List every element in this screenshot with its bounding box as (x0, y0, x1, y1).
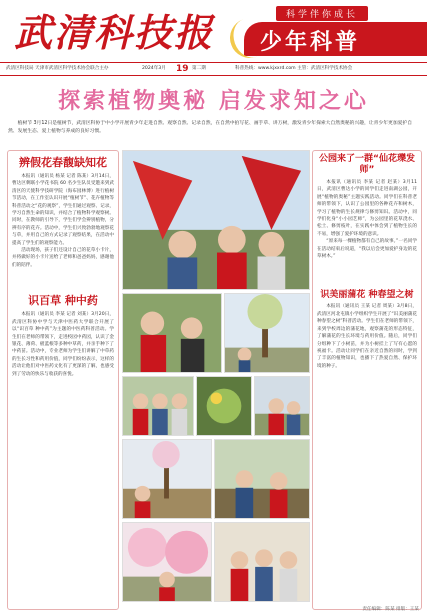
newspaper-title: 武清科技报 (14, 10, 215, 55)
masthead-slogan: 科学伴你成长 (276, 6, 368, 21)
photo-students-class (214, 522, 310, 602)
right-section2-text: 本报讯（通讯员 王某 记者 周某）3月8日，武清区河北屯镇小学组织学生开展了“识美丽蒲花 种春望之树”科普活动。学生们在老师的带领下，来到学校周边的蒲花地，观察蒲花的形态特征，了解蒲花的生长环境与药用价值。随后，同学们分组种下了小树苗，并为小树挂上了写有心愿的祝福卡。活动让同学们在亲近自然的同时，学到了丰富的植物知识，也播下了热爱自然、保护环境的种子。 (317, 304, 417, 369)
right-column (312, 150, 422, 610)
photo-students-gardening (214, 439, 310, 519)
info-bar (0, 62, 427, 76)
left-section2-title: 识百草 种中药 (28, 294, 98, 308)
photo-tree-planting (122, 439, 212, 519)
contact-text: 科普热线：www.kjxxrd.com 主管：武清区科学技术协会 (235, 66, 353, 71)
photo-students-flags (122, 150, 310, 290)
right-section1-text: 本报讯（通讯员 李某 记者 赵某）3月11日，武清区曹达小学的同学们走进南湖公园，开展“植物的奥秘”主题实践活动。同学们在科普老师的带领下，认识了公园里的各种花卉和树木，学习了植物的生长规律与修剪知识。活动中，同学们化身“小小园艺师”，为公园里的花草浇水、松土、修剪枝叶，在实践中体会到了植物生长的不易，增强了爱护环境的意识。 (317, 180, 417, 237)
right-section2-title: 识美丽蒲花 种春望之树 (320, 290, 414, 301)
left-section1-text2: 活动现场，孩子们还设计自己的花草小卡片，并将做好的小卡片送给了老师和爸爸妈妈，感谢他们的陪伴。 (12, 248, 114, 268)
photo-students-writing (122, 293, 222, 373)
photo-tree-park (224, 293, 310, 373)
left-section2-text: 本报讯（通讯员 李某 记者 刘某）3月20日，武清区科协中学与天津中医药大学联合开展了以“识百草 种中药”为主题的中医药科普活动。学生们在老师的带领下，走进校园中药园，认识了金银花、薄荷、板蓝根等多种中草药，并亲手种下了中药苗。活动中，专业老师为学生们讲解了中草药的生长习性和药用价值，同学们纷纷表示，这样的活动让他们对中医药文化有了更深的了解，也感受到了劳动的快乐与收获的喜悦。 (12, 312, 114, 377)
section-banner-title: 少年科普 (260, 30, 361, 55)
lead-paragraph: 植树节 3月12日是植树节，武清区科协于中小学开展青少年走进自然、观察自然、记录自然，在自然中拍写花、画手草、讲万树，激发青少年探索大自然奥秘的兴趣，让青少年更加爱护自然、发展生态、爱上植物与养成的良好习惯。 (8, 121, 413, 134)
left-column (7, 150, 119, 610)
photo-students-group (122, 376, 194, 436)
photo-plant-closeup (196, 376, 252, 436)
left-section1-text: 本报讯（通讯员 杨某 记者 陈某）3月14日，曹达区剩联小学花书院 60 名少生队员受邀来到武清区的天使科学技研学院（海布园林博）进行植树节活动，在工作室认识开展“植树节”、花卉植物等科普活动之“花的观察”，学生们通过观察、记录，学习自然生命的知识，并结合了植物科学观察树。同时，在教师的引导下，学生们学会辨别植物，分辨有序的花卉。活动中，学生们兴致勃勃地观察花与草，并用自己的方式记录了观察结果，在活动中提高了学生们的观察能力。 (12, 174, 114, 246)
editor-credits: 责任编辑：陈某 排版：王某 (362, 607, 419, 612)
right-section1-text2: “原来每一棵植物都有自己的故事。”一名同学在活动结束后说道，“我以后会更加爱护身边的花草树木。” (317, 239, 417, 260)
issue-pages: 第二期 (192, 66, 206, 71)
photo-students-observing (254, 376, 310, 436)
main-headline: 探索植物奥秘 启发求知之心 (58, 89, 369, 114)
right-section1-title: 公园来了一群“仙花瓅发师” (319, 154, 415, 175)
left-section1-title: 辨假花春馥缺知花 (19, 156, 107, 169)
issue-number: 19 (176, 64, 189, 74)
photo-blossom-trees (122, 522, 212, 602)
issue-date: 2024年3月 (142, 66, 166, 71)
footer (0, 604, 427, 614)
sponsor-text: 武清区科技局 天津市武清区科学技术协会联合主办 (6, 66, 109, 71)
masthead (0, 0, 427, 62)
